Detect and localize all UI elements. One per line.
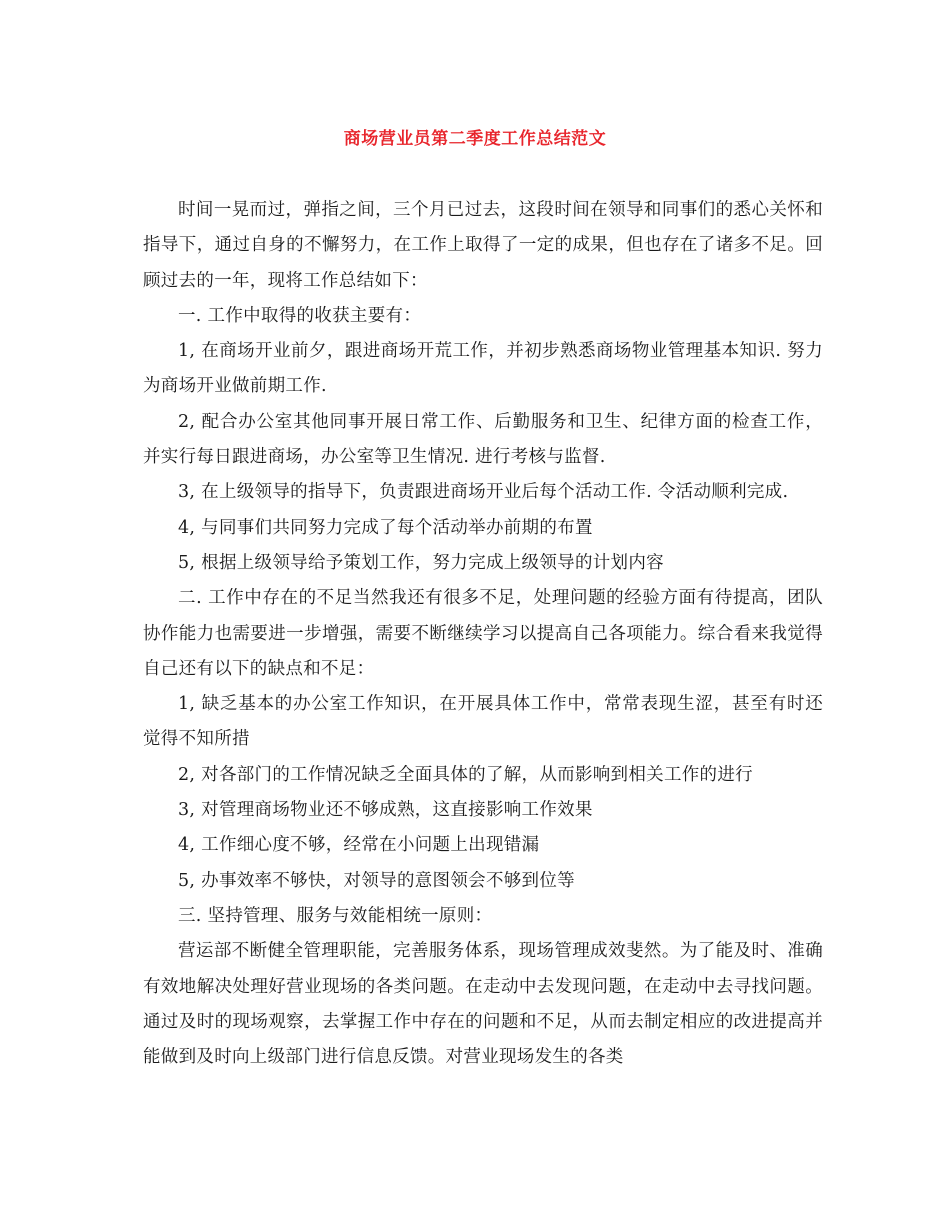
document-title: 商场营业员第二季度工作总结范文 [343,129,607,149]
section-heading-principles: 三. 坚持管理、服务与效能相统一原则： [178,905,493,926]
list-item: 4, 与同事们共同努力完成了每个活动举办前期的布置 [178,517,593,538]
list-item: 4, 工作细心度不够，经常在小问题上出现错漏 [178,835,540,856]
document-body [143,193,823,1075]
list-item: 3, 在上级领导的指导下，负责跟进商场开业后每个活动工作. 令活动顺利完成. [178,482,789,503]
list-item: 1, 缺乏基本的办公室工作知识，在开展具体工作中，常常表现生涩，甚至有时还觉得不知所措 [143,694,823,750]
list-item: 2, 对各部门的工作情况缺乏全面具体的了解，从而影响到相关工作的进行 [178,764,753,785]
list-item: 5, 办事效率不够快，对领导的意图领会不够到位等 [178,870,575,891]
list-item: 3, 对管理商场物业还不够成熟，这直接影响工作效果 [178,800,593,821]
section-heading-shortcomings: 二. 工作中存在的不足当然我还有很多不足，处理问题的经验方面有待提高，团队协作能力也需要进一步增强，需要不断继续学习以提高自己各项能力。综合看来我觉得自己还有以下的缺点和不足： [143,588,823,679]
list-item: 5, 根据上级领导给予策划工作，努力完成上级领导的计划内容 [178,552,664,573]
list-item: 2, 配合办公室其他同事开展日常工作、后勤服务和卫生、纪律方面的检查工作，并实行每日跟进商场，办公室等卫生情况. 进行考核与监督. [143,411,823,468]
list-item: 1, 在商场开业前夕，跟进商场开荒工作，并初步熟悉商场物业管理基本知识. 努力为商场开业做前期工作. [143,341,823,397]
section-heading-achievements: 一. 工作中取得的收获主要有： [178,305,422,326]
paragraph-operations: 营运部不断健全管理职能，完善服务体系，现场管理成效斐然。为了能及时、准确有效地解决处理好营业现场的各类问题。在走动中去发现问题，在走动中去寻找问题。通过及时的现场观察，去掌握工作中存在的问题和不足，从而去制定相应的改进提高并能做到及时向上级部门进行信息反馈。对营业现场发生的各类 [143,941,823,1068]
paragraph-intro: 时间一晃而过，弹指之间，三个月已过去，这段时间在领导和同事们的悉心关怀和指导下，通过自身的不懈努力，在工作上取得了一定的成果，但也存在了诸多不足。回顾过去的一年，现将工作总结如下： [143,200,823,291]
